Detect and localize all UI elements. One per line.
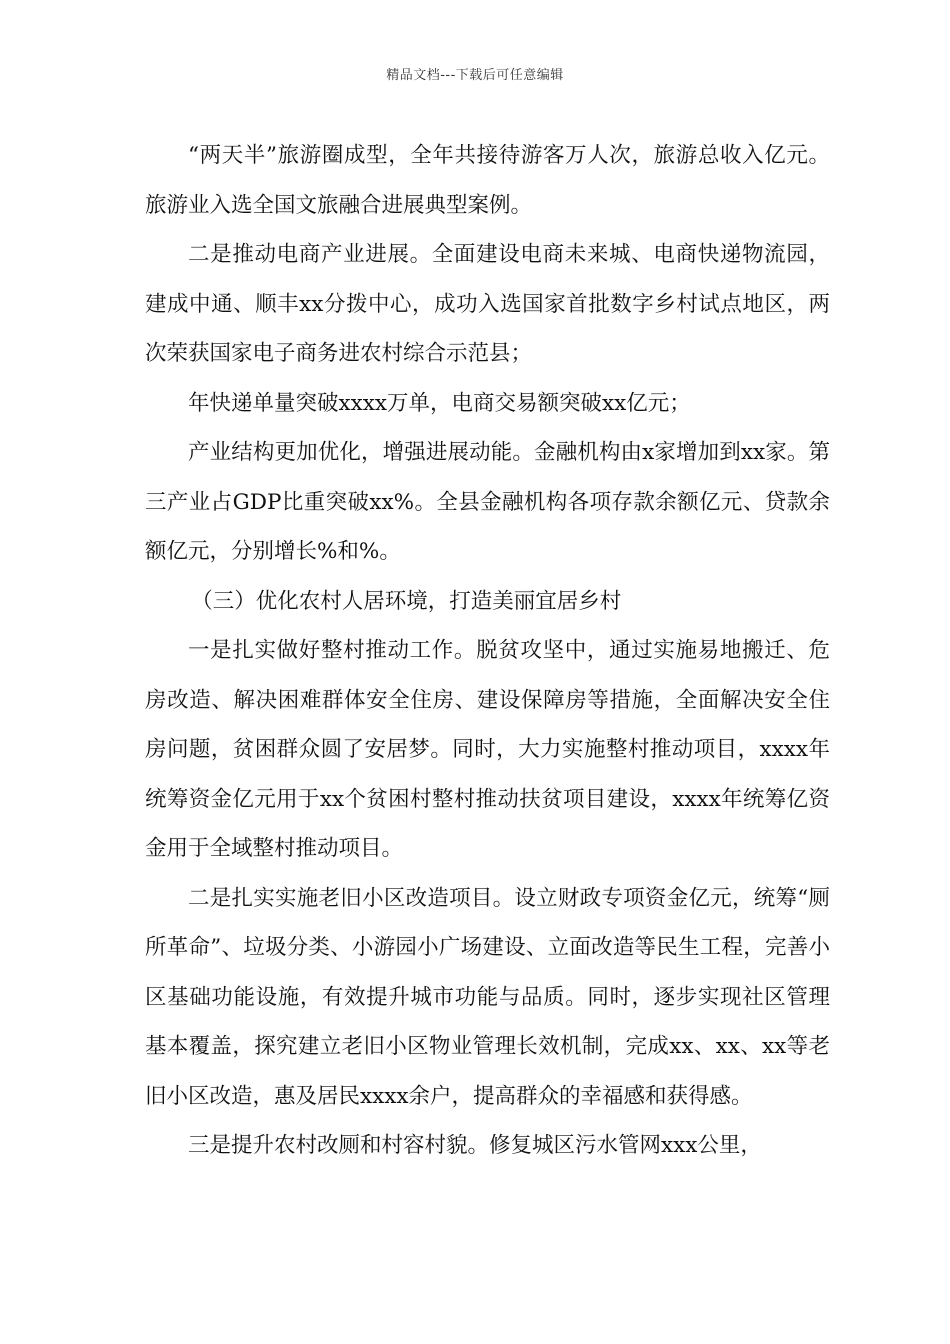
paragraph-industry-structure: 产业结构更加优化，增强进展动能。金融机构由x家增加到xx家。第三产业占GDP比重突破xx%。全县金融机构各项存款余额亿元、贷款余额亿元，分别增长%和%。 bbox=[145, 440, 830, 564]
paragraph-old-community: 二是扎实实施老旧小区改造项目。设立财政专项资金亿元，统筹“厕所革命”、垃圾分类、小游园小广场建设、立面改造等民生工程，完善小区基础功能设施，有效提升城市功能与品质。同时，逐步实现社区管理基本覆盖，探究建立老旧小区物业管理长效机制，完成xx、xx、xx等老旧小区改造，惠及居民xxxx余户，提高群众的幸福感和获得感。 bbox=[145, 885, 830, 1109]
section-heading: （三）优化农村人居环境，打造美丽宜居乡村 bbox=[191, 588, 622, 614]
paragraph-express-volume: 年快递单量突破xxxx万单，电商交易额突破xx亿元； bbox=[188, 390, 691, 416]
paragraph-village-promotion: 一是扎实做好整村推动工作。脱贫攻坚中，通过实施易地搬迁、危房改造、解决困难群体安全住房、建设保障房等措施，全面解决安全住房问题，贫困群众圆了安居梦。同时，大力实施整村推动项目，xxxx年统筹资金亿元用于xx个贫困村整村推动扶贫项目建设，xxxx年统筹亿资金用于全域整村推动项目。 bbox=[145, 638, 830, 861]
paragraph-tourism: “两天半”旅游圈成型，全年共接待游客万人次，旅游总收入亿元。旅游业入选全国文旅融合进展典型案例。 bbox=[145, 143, 830, 218]
document-body bbox=[145, 131, 830, 1171]
header-note: 精品文档---下载后可任意编辑 bbox=[386, 68, 564, 83]
paragraph-rural-toilet: 三是提升农村改厕和村容村貌。修复城区污水管网xxx公里， bbox=[188, 1133, 762, 1158]
paragraph-ecommerce: 二是推动电商产业进展。全面建设电商未来城、电商快递物流园，建成中通、顺丰xx分拨中心，成功入选国家首批数字乡村试点地区，两次荣获国家电子商务进农村综合示范县； bbox=[145, 242, 830, 366]
